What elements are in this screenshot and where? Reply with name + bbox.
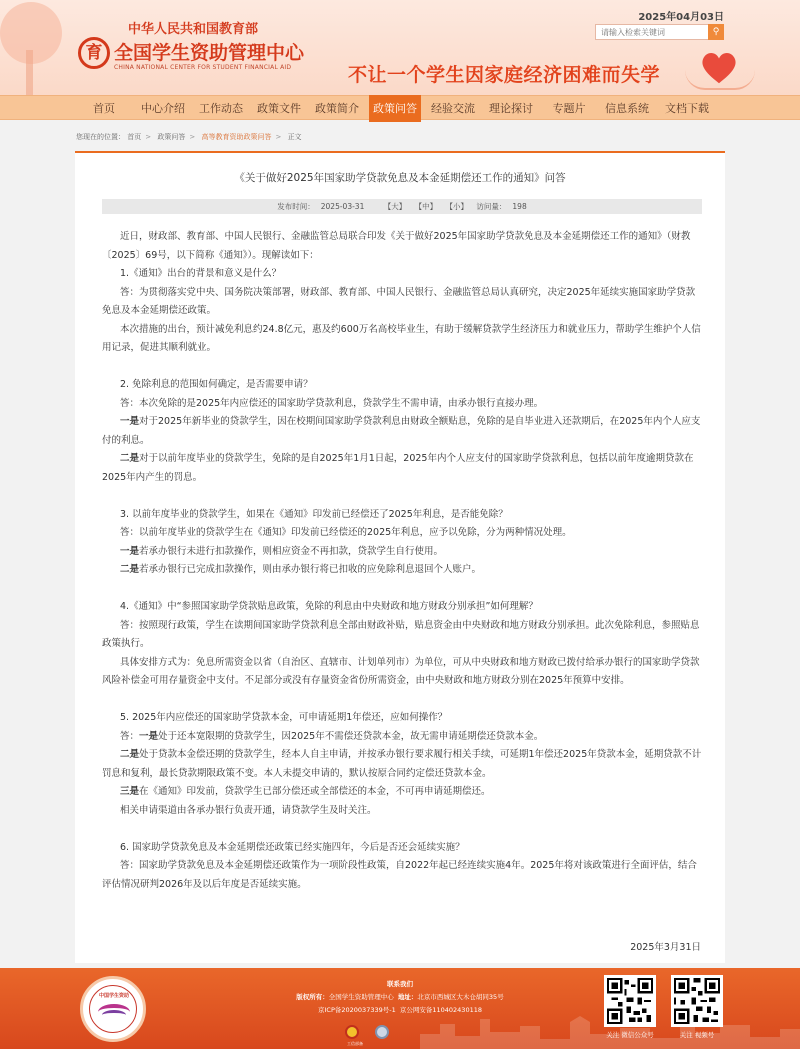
article-paragraph	[102, 284, 702, 321]
article-title: 《关于做好2025年国家助学贷款免息及本金延期偿还工作的通知》问答	[234, 172, 566, 184]
paragraph-spacer	[102, 820, 702, 839]
footer-contact-heading[interactable]: 联系我们	[387, 980, 413, 988]
article-paragraph	[102, 709, 702, 728]
video-qr-code	[671, 975, 723, 1027]
government-badge-icon[interactable]	[345, 1025, 363, 1046]
center-logo-icon[interactable]: 育	[78, 37, 110, 69]
breadcrumb-home[interactable]: 首页	[127, 133, 142, 141]
views-count: 198	[512, 202, 527, 211]
paragraph-text: 5. 2025年内应偿还的国家助学贷款本金，可申请延期1年偿还，应如何操作？	[120, 712, 448, 723]
paragraph-text: 对于以前年度毕业的贷款学生，免除的是自2025年1月1日起，2025年内个人应支付的国家助学贷款利息，包括以前年度逾期贷款在2025年内产生的罚息。	[102, 453, 694, 483]
paragraph-text: 若承办银行未进行扣款操作，则相应资金不再扣款，贷款学生自行使用。	[139, 545, 444, 557]
paragraph-spacer	[102, 358, 702, 377]
paragraph-text: 在《通知》印发前，贷款学生已部分偿还或全部偿还的本金，不可再申请延期偿还。	[139, 786, 491, 797]
article-paragraph	[102, 839, 702, 858]
article-sign-date: 2025年3月31日	[630, 942, 701, 953]
current-date: 2025年04月03日	[638, 12, 724, 23]
nav-about[interactable]: 中心介绍	[141, 102, 185, 115]
publish-label: 发布时间：	[277, 202, 315, 211]
nav-policy-files[interactable]: 政策文件	[257, 102, 301, 115]
paragraph-text: 具体安排方式为：免息所需资金以省（自治区、直辖市、计划单列市）为单位，可从中央财政和地方财政已拨付给承办银行的国家助学贷款风险补偿金可用存量资金中支付。不足部分或没有存量资金省份所需资金，由中央财政和地方财政分别在2025年预算中安排。	[102, 656, 700, 686]
paragraph-text: 处于贷款本金偿还期的贷款学生，经本人自主申请，并按承办银行要求履行相关手续，可延期1年偿还2025年贷款本金，延期贷款不计罚息和复利，最长贷款期限政策不变。本人未提交申请的，默认按原合同约定偿还贷款本金。	[102, 749, 702, 779]
article-paragraph	[102, 321, 702, 358]
article-paragraph	[102, 802, 702, 821]
breadcrumb: 您现在的位置： 首页 > 政策问答 > 高等教育资助政策问答 > 正文	[76, 133, 302, 141]
search-box	[595, 24, 725, 40]
search-icon: ⚲	[712, 27, 720, 37]
article-paragraph	[102, 524, 702, 543]
paragraph-text: 本次措施的出台，预计减免利息约24.8亿元，惠及约600万名高校毕业生，有助于缓解贷款学生经济压力和就业压力，帮助学生维护个人信用记录，促进其顺利就业。	[102, 323, 701, 353]
nav-news[interactable]: 工作动态	[199, 102, 243, 115]
nav-experience[interactable]: 经验交流	[431, 102, 475, 115]
breadcrumb-higher-ed-qa[interactable]: 高等教育资助政策问答	[201, 133, 272, 141]
paragraph-text: 近日，财政部、教育部、中国人民银行、金融监管总局联合印发《关于做好2025年国家助学贷款免息及本金延期偿还工作的通知》（财教〔2025〕69号，以下简称《通知》）。现解读如下：	[102, 231, 691, 261]
article-paragraph	[102, 265, 702, 284]
article-paragraph	[102, 413, 702, 450]
article-body	[102, 228, 702, 894]
article-meta	[102, 199, 702, 214]
footer-icp[interactable]: 京ICP备2020037339号-1	[318, 1006, 396, 1014]
breadcrumb-prefix: 您现在的位置：	[76, 133, 125, 141]
paragraph-spacer	[102, 487, 702, 506]
paragraph-spacer	[102, 691, 702, 710]
police-badge-icon[interactable]	[375, 1025, 389, 1039]
paragraph-text: 若承办银行已完成扣款操作，则由承办银行将已扣收的应免除利息退回个人账户。	[139, 564, 482, 575]
qr-code-icon	[674, 978, 720, 1024]
paragraph-text: 处于还本宽限期的贷款学生，因2025年不需偿还贷款本金，故无需申请延期偿还贷款本金。	[158, 730, 544, 742]
paragraph-text: 相关申请渠道由各承办银行负责开通，请贷款学生及时关注。	[120, 804, 377, 816]
paragraph-text: 答：本次免除的是2025年内应偿还的国家助学贷款利息，贷款学生不需申请，由承办银行直接办理。	[120, 397, 544, 409]
site-title[interactable]: 全国学生资助管理中心	[114, 42, 305, 64]
qr-code-icon	[607, 978, 653, 1024]
paragraph-text: 答：以前年度毕业的贷款学生在《通知》印发前已经偿还的2025年利息，应予以免除，分为两种情况处理。	[120, 527, 572, 538]
article-paragraph	[102, 228, 702, 265]
footer-logo-text: 中国学生资助	[98, 993, 129, 999]
paragraph-text: 2. 免除利息的范围如何确定，是否需要申请？	[120, 379, 313, 390]
paragraph-text: 答：国家助学贷款免息及本金延期偿还政策作为一项阶段性政策，自2022年起已经连续实施4年。2025年将对该政策进行全面评估，结合评估情况研判2026年及以后年度是否延续实施。	[102, 860, 697, 890]
paragraph-emphasis: 二是	[120, 564, 140, 575]
breadcrumb-policy-qa[interactable]: 政策问答	[157, 133, 186, 141]
paragraph-emphasis: 一是	[120, 545, 140, 557]
footer-info	[250, 978, 550, 1017]
article-panel	[75, 151, 725, 963]
publish-date: 2025-03-31	[320, 202, 365, 211]
footer-copyright: 全国学生资助管理中心	[328, 993, 394, 1001]
article-paragraph	[102, 857, 702, 894]
footer-copyright-label: 版权所有：	[296, 993, 329, 1001]
paragraph-emphasis: 一是	[139, 730, 159, 742]
article-paragraph	[102, 746, 702, 783]
paragraph-text: 答：	[120, 730, 140, 742]
article-paragraph	[102, 543, 702, 562]
nav-policy-qa[interactable]: 政策问答	[369, 95, 421, 122]
nav-policy-intro[interactable]: 政策简介	[315, 102, 359, 115]
ministry-name: 中华人民共和国教育部	[128, 22, 259, 37]
font-large-button[interactable]: 【大】	[383, 202, 407, 211]
paragraph-text: 对于2025年新毕业的贷款学生，因在校期间国家助学贷款利息由财政全额贴息，免除的是自毕业进入还款期后，在2025年内个人应支付的利息。	[102, 416, 701, 446]
paragraph-text: 6. 国家助学贷款免息及本金延期偿还政策已经实施四年，今后是否还会延续实施？	[120, 841, 465, 853]
article-paragraph	[102, 598, 702, 617]
paragraph-text: 答：按照现行政策，学生在读期间国家助学贷款利息全部由财政补贴，贴息资金由中央财政和地方财政分别承担。此次免除利息，参照贴息政策执行。	[102, 619, 700, 649]
nav-info-systems[interactable]: 信息系统	[605, 102, 649, 115]
article-paragraph	[102, 376, 702, 395]
site-footer	[0, 968, 800, 1049]
search-button[interactable]	[708, 24, 724, 40]
article-paragraph	[102, 728, 702, 747]
paragraph-emphasis: 一是	[120, 416, 140, 427]
paragraph-text: 4.《通知》中“参照国家助学贷款贴息政策，免除的利息由中央财政和地方财政分别承担”如何理解？	[120, 601, 538, 612]
font-medium-button[interactable]: 【中】	[414, 202, 438, 211]
slogan: 不让一个学生因家庭经济困难而失学	[348, 64, 661, 86]
paragraph-spacer	[102, 580, 702, 599]
main-nav	[0, 95, 800, 120]
breadcrumb-current: 正文	[287, 133, 302, 141]
paragraph-text: 答：为贯彻落实党中央、国务院决策部署，财政部、教育部、中国人民银行、金融监管总局认真研究，决定2025年延续实施国家助学贷款免息及本金延期偿还政策。	[102, 286, 696, 316]
video-qr-label: 关注 视频号	[679, 1031, 715, 1039]
nav-videos[interactable]: 专题片	[552, 102, 586, 115]
wechat-qr-code	[604, 975, 656, 1027]
article-paragraph	[102, 783, 702, 802]
hands-decoration	[685, 70, 755, 90]
article-paragraph	[102, 654, 702, 691]
paragraph-emphasis: 二是	[120, 453, 140, 464]
nav-home[interactable]: 首页	[93, 102, 115, 115]
article-paragraph	[102, 450, 702, 487]
footer-address: 北京市西城区大木仓胡同35号	[417, 993, 504, 1001]
nav-downloads[interactable]: 文档下载	[665, 102, 709, 115]
article-paragraph	[102, 617, 702, 654]
views-label: 访问量：	[476, 202, 507, 211]
site-title-en: CHINA NATIONAL CENTER FOR STUDENT FINANCIAL AID	[114, 64, 292, 71]
government-badge-label: 工信部备	[347, 1041, 363, 1046]
font-small-button[interactable]: 【小】	[445, 202, 469, 211]
footer-police[interactable]: 京公网安备110402430118	[399, 1006, 482, 1014]
article-paragraph	[102, 506, 702, 525]
wechat-qr-label: 关注 微信公众号	[606, 1031, 654, 1039]
tree-decoration	[0, 0, 70, 95]
footer-logo[interactable]	[80, 976, 146, 1042]
footer-address-label: 地址：	[397, 993, 418, 1001]
paragraph-text: 1.《通知》出台的背景和意义是什么？	[120, 268, 282, 279]
paragraph-emphasis: 二是	[120, 749, 140, 760]
nav-theory[interactable]: 理论探讨	[489, 102, 533, 115]
site-header	[0, 0, 800, 95]
article-paragraph	[102, 561, 702, 580]
search-input[interactable]	[595, 24, 709, 40]
article-paragraph	[102, 395, 702, 414]
paragraph-emphasis: 三是	[120, 786, 140, 797]
paragraph-text: 3. 以前年度毕业的贷款学生，如果在《通知》印发前已经偿还了2025年利息，是否能免除？	[120, 508, 508, 520]
